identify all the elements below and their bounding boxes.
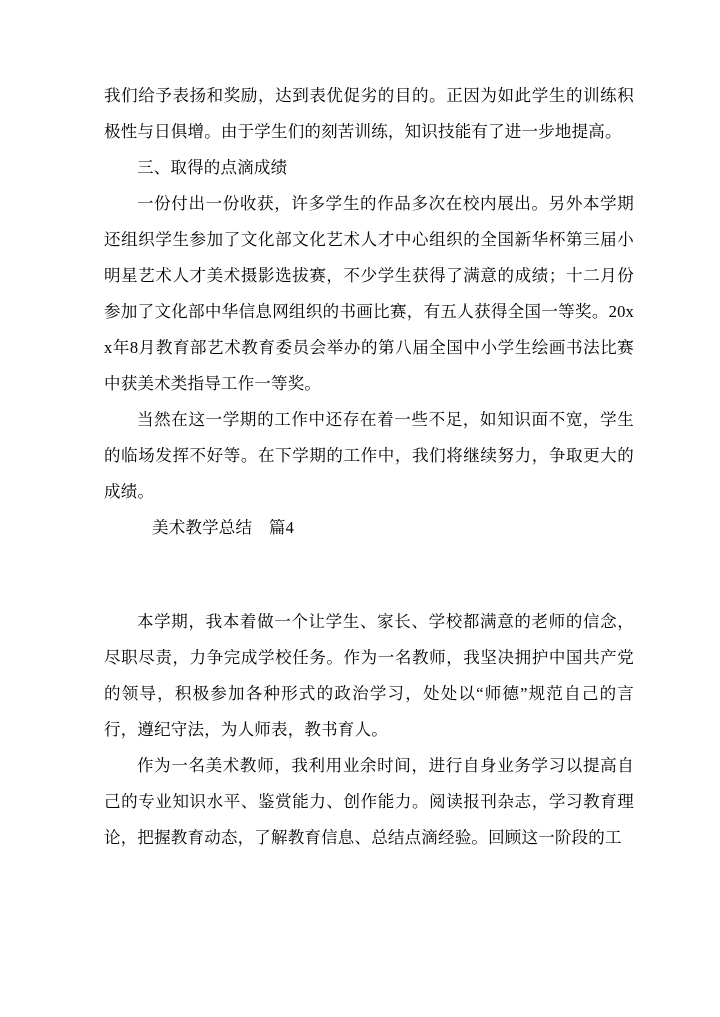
paragraph-section-heading-three: 三、取得的点滴成绩 [137,158,288,177]
paragraph-6: 本学期，我本着做一个让学生、家长、学校都满意的老师的信念，尽职尽责，力争完成学校任务。作为一名教师，我坚决拥护中国共产党的领导，积极参加各种形式的政治学习，处处以“师德”规范自己的言行，遵纪守法，为人师表，教书育人。 [104,612,634,739]
paragraph-7: 作为一名美术教师，我利用业余时间，进行自身业务学习以提高自己的专业知识水平、鉴赏能力、创作能力。阅读报刊杂志，学习教育理论，把握教育动态，了解教育信息、总结点滴经验。回顾这一阶段的工 [104,756,634,847]
article-title-part-4: 美术教学总结 篇4 [152,518,295,537]
paragraph-3: 一份付出一份收获，许多学生的作品多次在校内展出。另外本学期还组织学生参加了文化部文化艺术人才中心组织的全国新华杯第三届小明星艺术人才美术摄影选拔赛，不少学生获得了满意的成绩；十二月份参加了文化部中华信息网组织的书画比赛，有五人获得全国一等奖。20xx年8月教育部艺术教育委员会举办的第八届全国中小学生绘画书法比赛中获美术类指导工作一等奖。 [104,194,634,393]
spacer [104,546,634,604]
document-text-body [104,78,634,856]
paragraph-1: 我们给予表扬和奖励，达到表优促劣的目的。正因为如此学生的训练积极性与日俱增。由于学生们的刻苦训练，知识技能有了进一步地提高。 [104,86,634,141]
paragraph-4: 当然在这一学期的工作中还存在着一些不足，如知识面不宽，学生的临场发挥不好等。在下学期的工作中，我们将继续努力，争取更大的成绩。 [104,410,634,501]
